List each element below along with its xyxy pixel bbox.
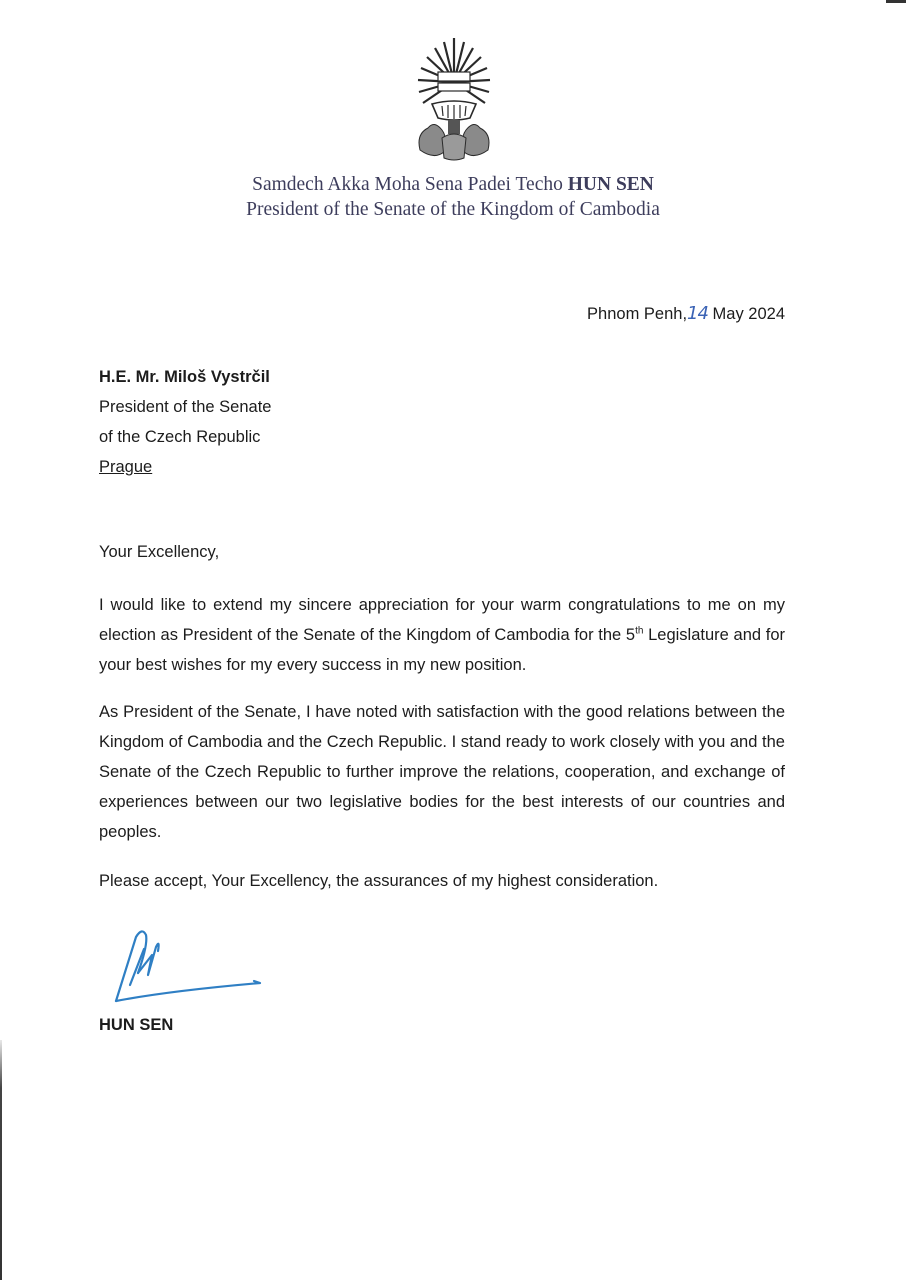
letterhead-title-line: President of the Senate of the Kingdom of Cambodia xyxy=(246,199,660,220)
sender-honorific: Samdech Akka Moha Sena Padei Techo xyxy=(252,174,568,195)
recipient-city: Prague xyxy=(99,458,153,476)
date-place: Phnom Penh, xyxy=(587,305,688,323)
body-paragraph-1 xyxy=(99,590,785,680)
ordinal-suffix: th xyxy=(635,625,644,637)
sender-name: HUN SEN xyxy=(567,174,654,195)
body-paragraph-2: As President of the Senate, I have noted with satisfaction with the good relations between the Kingdom of Cambodia and the Czech Republic. I stand ready to work closely with you and the Senate of the Czech Republic to further improve the relations, cooperation, and exchange of experiences between our two legislative bodies for the best interests of our countries and peoples. xyxy=(99,703,785,841)
closing-paragraph: Please accept, Your Excellency, the assurances of my highest consideration. xyxy=(99,872,659,890)
scan-edge-mark xyxy=(886,0,906,3)
handwritten-signature-icon xyxy=(108,925,268,1005)
date-month-year: May 2024 xyxy=(712,305,785,323)
recipient-title-line2: of the Czech Republic xyxy=(99,428,261,446)
royal-cambodian-emblem-icon xyxy=(414,34,494,162)
scan-edge-shadow xyxy=(0,1040,2,1280)
paragraph-text: I would like to extend my sincere appreciation for your warm congratulations to me on my election as President of the Senate of the Kingdom of Cambodia for the 5 xyxy=(99,596,785,644)
recipient-name: H.E. Mr. Miloš Vystrčil xyxy=(99,368,270,386)
recipient-address xyxy=(99,362,271,482)
date-day-handwritten: 14 xyxy=(687,303,708,324)
paragraph-text: Legislature and for your best wishes for my every success in my new position. xyxy=(99,626,785,674)
salutation: Your Excellency, xyxy=(99,543,220,561)
recipient-title-line1: President of the Senate xyxy=(99,398,272,416)
signatory-name: HUN SEN xyxy=(99,1016,174,1034)
letterhead-sender-line xyxy=(0,174,906,196)
letter-date xyxy=(587,303,785,324)
